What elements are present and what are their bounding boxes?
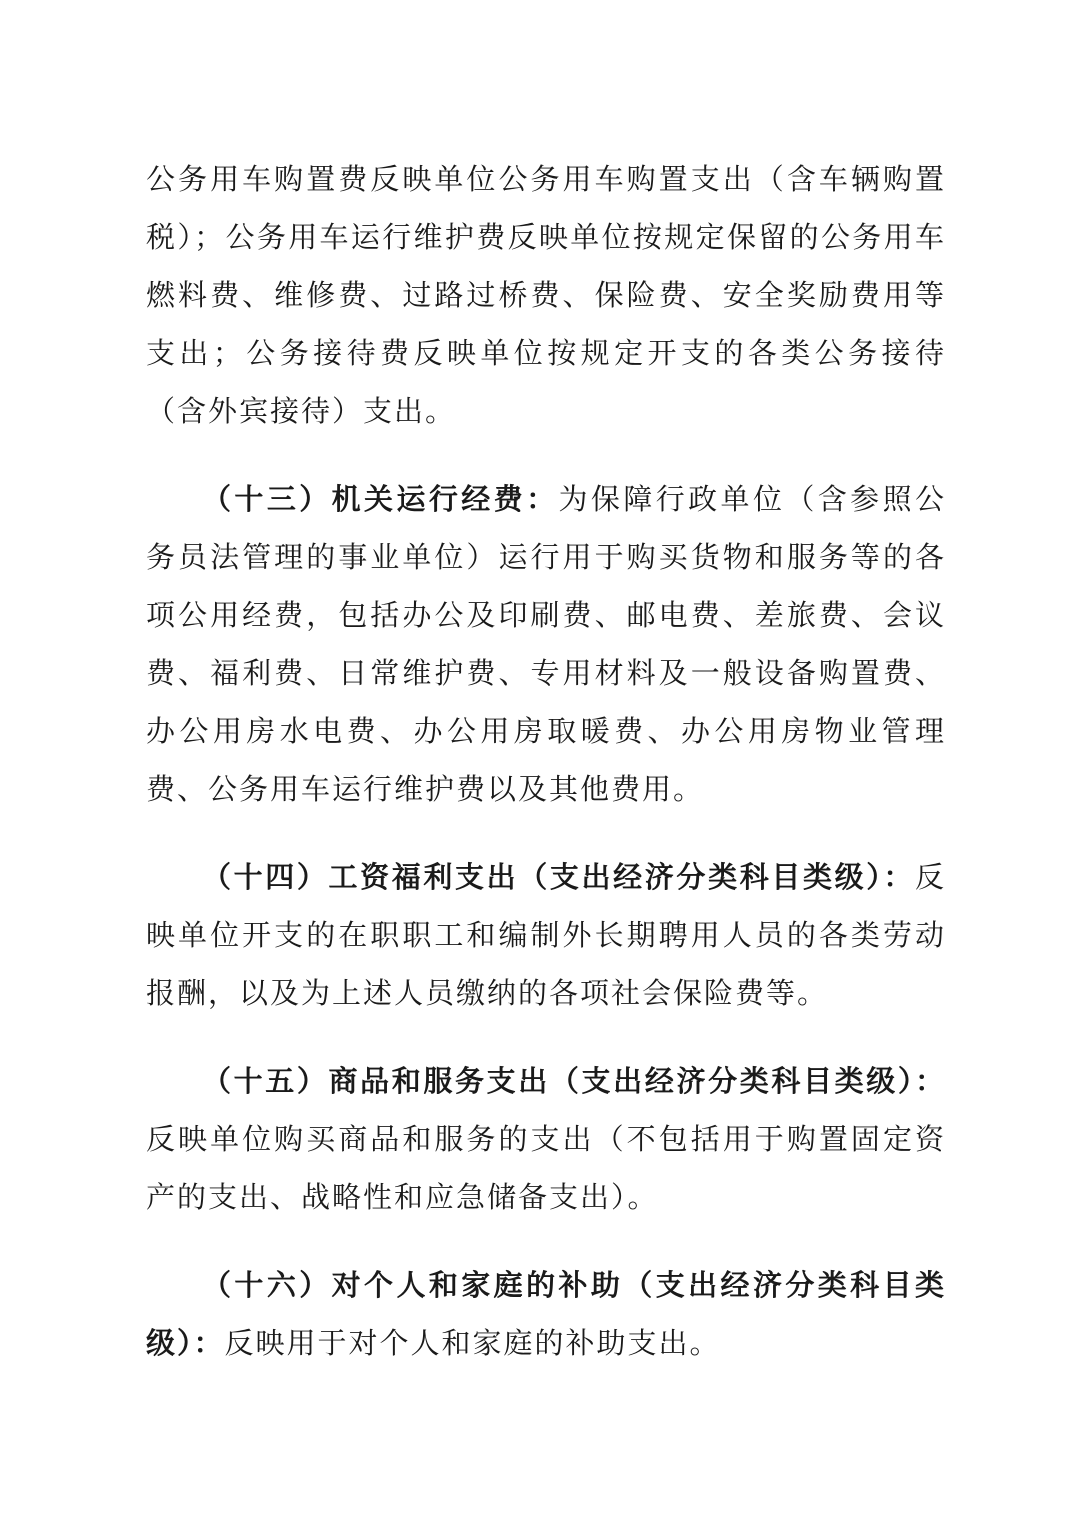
document-body bbox=[146, 150, 946, 1372]
paragraph-text: 反映用于对个人和家庭的补助支出。 bbox=[224, 1326, 721, 1360]
paragraph-item-15 bbox=[146, 1052, 946, 1226]
paragraph-gap bbox=[146, 1022, 946, 1052]
paragraph-text: 公务用车购置费反映单位公务用车购置支出（含车辆购置税）；公务用车运行维护费反映单位按规定保留的公务用车燃料费、维修费、过路过桥费、保险费、安全奖励费用等支出；公务接待费反映单位按规定开支的各类公务接待（含外宾接待）支出。 bbox=[146, 162, 946, 428]
paragraph-item-16 bbox=[146, 1256, 946, 1372]
paragraph-text: 反映单位购买商品和服务的支出（不包括用于购置固定资产的支出、战略性和应急储备支出）。 bbox=[146, 1122, 946, 1214]
paragraph-text: 为保障行政单位（含参照公务员法管理的事业单位）运行用于购买货物和服务等的各项公用经费，包括办公及印刷费、邮电费、差旅费、会议费、福利费、日常维护费、专用材料及一般设备购置费、办公用房水电费、办公用房取暖费、办公用房物业管理费、公务用车运行维护费以及其他费用。 bbox=[146, 482, 946, 806]
paragraph-heading: （十四）工资福利支出（支出经济分类科目类级）： bbox=[202, 860, 915, 894]
paragraph-heading: （十六）对个人和家庭的补助（支出经济分类科目类级）： bbox=[146, 1268, 946, 1360]
paragraph-heading: （十三）机关运行经费： bbox=[202, 482, 559, 516]
paragraph-gap bbox=[146, 818, 946, 848]
paragraph-heading: （十五）商品和服务支出（支出经济分类科目类级）： bbox=[202, 1064, 946, 1098]
paragraph-vehicle-expenses bbox=[146, 150, 946, 440]
paragraph-gap bbox=[146, 440, 946, 470]
paragraph-item-14 bbox=[146, 848, 946, 1022]
paragraph-text: 反映单位开支的在职职工和编制外长期聘用人员的各类劳动报酬，以及为上述人员缴纳的各项社会保险费等。 bbox=[146, 860, 946, 1010]
paragraph-item-13 bbox=[146, 470, 946, 818]
paragraph-gap bbox=[146, 1226, 946, 1256]
